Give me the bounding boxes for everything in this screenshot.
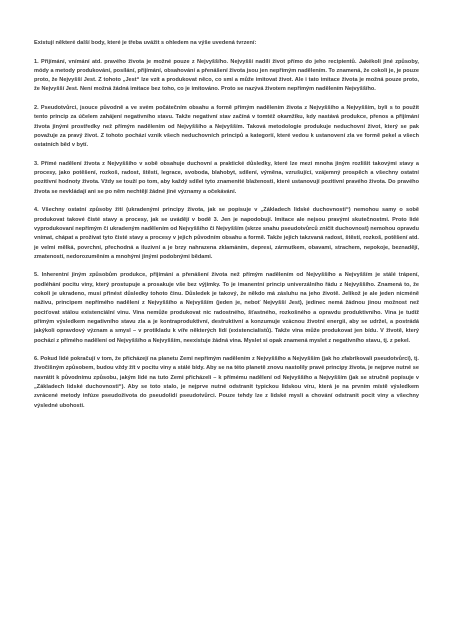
paragraph-5: 5. Inherentní jiným způsobům produkce, přijímání a přenášení života než přímým nadělením od Nejvyššího a Nejvyšším je stálé trápení, podléhání pocitu viny, který prostupuje a prosakuje vše bez výjimky. To je imanentní princip univerzálního řádu z Nejvyššího. Znamená to, že cokoli je ukradeno, musí přinést důsledky tohoto činu. Důsledek je takový, že někdo má zásluhu na jeho životě. Jelikož je ale jeden nicméně naživu, principem nepřímého nadělení z Nejvyššího a Nejvyšším (jeden je, neboť Nejvyšší Jest), jedinec nemá žádnou jinou možnost než pociťovat stálou existenciální vinu. Vina nemůže produkovat nic radostného, šťastného, rozkošného a opravdu produktivního. Vina je tudíž přímým výsledkem negativního stavu zla a je kontraproduktivní, destruktivní a konzumuje vzácnou životní energii, aby se udržel, a postrádá jakýkoli opravdový význam a smysl – v protikladu k víře některých lidí (existencialistů). Takže vina může produkovat jen bídu. V životě, který pochází z přímého nadělení od Nejvyššího a Nejvyšším, neexistuje žádná vina. Myslet si opak znamená myslet z negativního stavu, tj. z pekel. xyxy=(34,272,419,344)
paragraph-4: 4. Všechny ostatní způsoby žití (ukradenými principy života, jak se popisuje v „Základech lidské duchovnosti“) nemohou samy o sobě produkovat takové čisté stavy a procesy, jak se uvádějí v bodě 3. Jen je napodobují. Imitace ale nejsou pravými skutečnostmi. Proto lidé vyprodukovaní nepřímým či ukradeným nadělením od Nejvyššího či Nejvyšším (skrze snahu pseudotvůrců zničit duchovnost) nemohou opravdu vnímat, chápat a prožívat tyto čisté stavy a procesy v jejich původním obsahu a formě. Takže jejich takzvaná radost, štěstí, rozkoš, potěšení atd. je velmi mělká, povrchní, přechodná a iluzivní a je brzy nahrazena zklamáním, depresí, zármutkem, obavami, strachem, nepokoje, beznadějí, zmateností, nedorozuměním a mnohými jinými podobnými bědami. xyxy=(34,207,419,260)
paragraph-3: 3. Přímé nadělení života z Nejvyššího v sobě obsahuje duchovní a praktické důsledky, které lze mezi mnoha jiným rozlišit takovými stavy a procesy, jako potěšení, rozkoš, radost, štěstí, legrace, svoboda, blahobyt, sdílení, výměna, vzrušující, vzájemný prospěch a všechny ostatní pozitivní hodnoty života. Vždy se touží po tom, aby každý sdílel tyto znamenité blaženosti, které ustanovují pozitivní pravého života. Do pravého života se nevkládají ani se po něm nechtějí žádné jiné významy a očekávání. xyxy=(34,160,419,195)
intro-paragraph: Existují některé další body, které je třeba uvážit s ohledem na výše uvedená tvrzení: xyxy=(34,40,257,46)
paragraph-1: 1. Přijímání, vnímání atd. pravého života je možné pouze z Nejvyššího. Nejvyšší nadílí život přímo do jeho recipientů. Jakékoli jiné způsoby, módy a metody produkování, posílání, přijímání, obsahování a přenášení života jsou jen nepřímým nadělením. To znamená, že cokoli je, je pouze proto, že Nejvyšší Jest. Z tohoto „Jest“ lze vzít a produkovat něco, co smí a může imitovat život. Ale i tato imitace života je možná pouze proto, že Nejvyšší Jest. Není možná žádná imitace bez toho, co je imitováno. Proto se nazývá životem nepřímým nadělením Nejvyššího. xyxy=(34,58,419,93)
paragraph-6: 6. Pokud lidé pokračují v tom, že přicházejí na planetu Zemi nepřímým nadělením z Nejvyššího a Nejvyšším (jak ho zfabrikovali pseudotvůrci), tj. živočišným způsobem, budou vždy žít v pocitu viny a stálé bídy. Aby se na této planetě znovu nastolily pravé principy života, je nejprve nutné se navrátit k původnímu způsobu, jakým lidé na tuto Zemi přicházeli – k přímému nadělení od Nejvyššího a Nejvyšším (jak se stručně popisuje v „Základech lidské duchovnosti“). Aby se toto stalo, je nejprve nutné odstranit typickou lidskou víru, která je na prvním místě výsledkem zvrácené metody infúze pseudoživota do pseudolidí pseudotvůrci. Pouze tehdy lze z lidské mysli a chování odstranit pocit viny a všechny výsledné ubohosti. xyxy=(34,356,419,409)
paragraph-2: 2. Pseudotvůrci, jsouce původně a ve svém počátečním obsahu a formě přímým nadělením života z Nejvyššího a Nejvyšším, byli s to použít tento princip za účelem zahájení negativního stavu. Takže negativní stav začíná v tomtéž okamžiku, kdy nastává produkce, přenos a přijímání života jinými prostředky než přímým nadělením od Nejvyššího a Nejvyšším. Taková metodologie produkuje neduchovní život, který se pak považuje za pravý život. Z tohoto pochází vznik všech neduchovních principů a kategorií, které vedou k ustanovení zla ve formě pekel a všech ostatních běd v bytí. xyxy=(34,105,419,149)
document-body xyxy=(34,39,419,420)
